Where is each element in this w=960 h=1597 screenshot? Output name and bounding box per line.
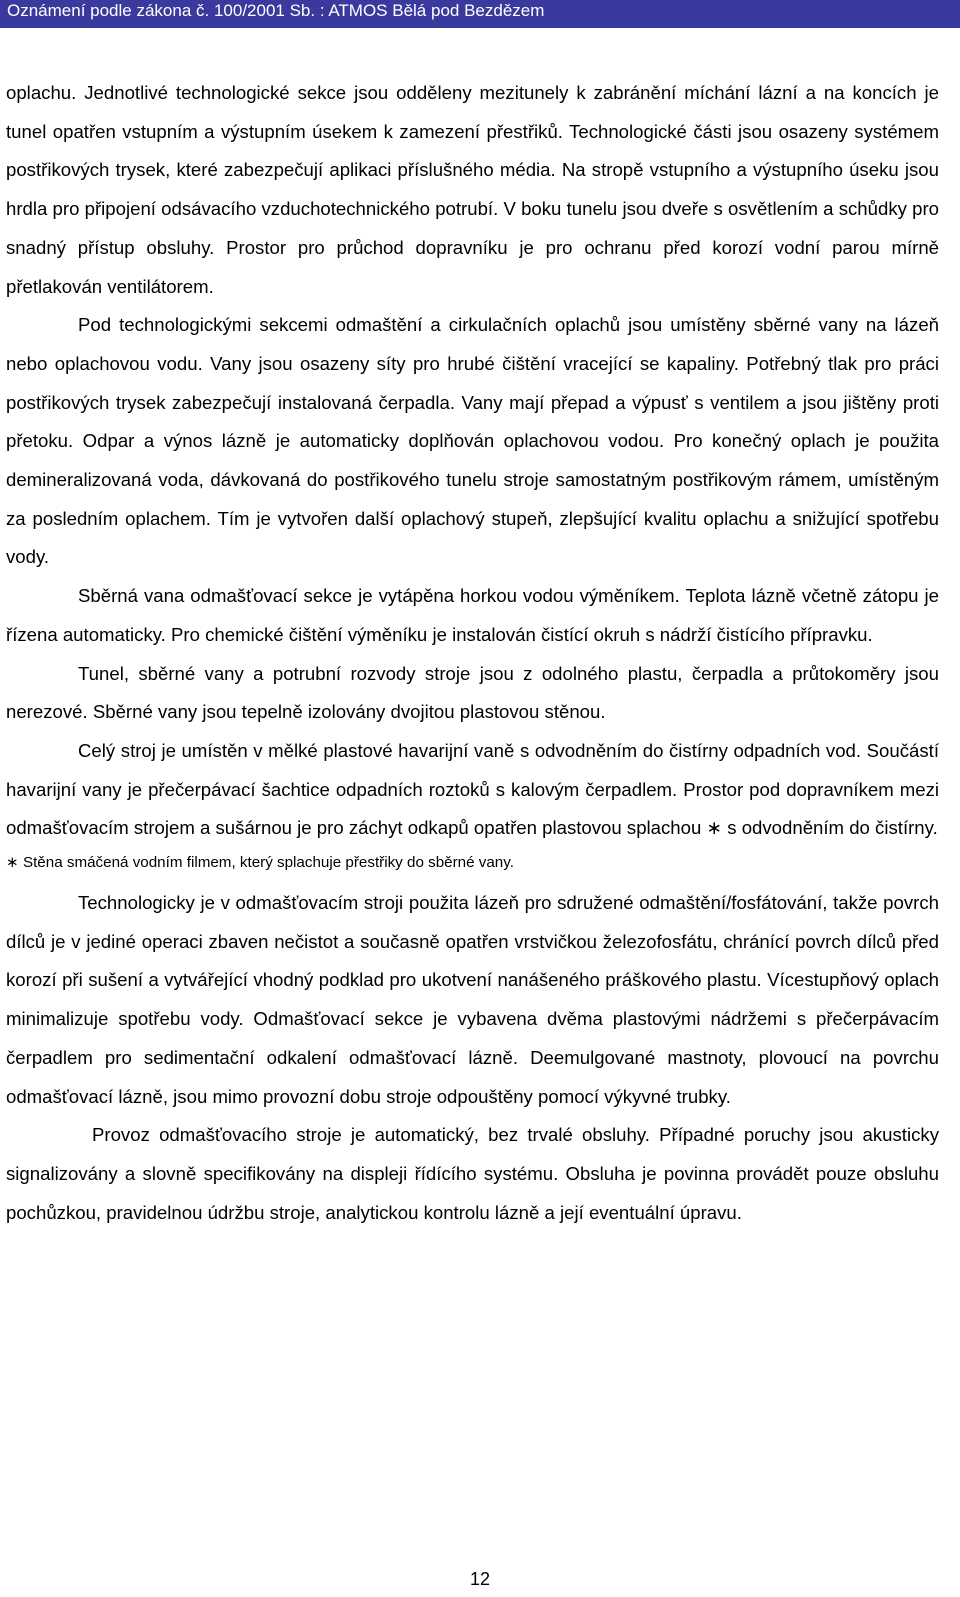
- paragraph-technology: Technologicky je v odmašťovacím stroji použita lázeň pro sdružené odmaštění/fosfátování, takže povrch dílců je v jediné operaci zbaven nečistot a současně opatřen vrstvičkou železofosfátu, chránící povrch dílců před korozí při sušení a vytvářející vhodný podklad pro ukotvení nanášeného práškového plastu. Vícestupňový oplach minimalizuje spotřebu vody. Odmašťovací sekce je vybavena dvěma plastovými nádržemi s přečerpávacím čerpadlem pro sedimentační odkalení odmašťovací lázně. Deemulgované mastnoty, plovoucí na povrchu odmašťovací lázně, jsou mimo provozní dobu stroje odpouštěny pomocí výkyvné trubky.: [6, 892, 939, 1107]
- footnote: ∗ Stěna smáčená vodním filmem, který splachuje přestřiky do sběrné vany.: [6, 854, 514, 872]
- paragraph-tunnel-sections: oplachu. Jednotlivé technologické sekce jsou odděleny mezitunely k zabránění míchání lázní a na koncích je tunel opatřen vstupním a výstupním úsekem k zamezení přestřiků. Technologické části jsou osazeny systémem postřikových trysek, které zabezpečují aplikaci příslušného média. Na stropě vstupního a výstupního úseku jsou hrdla pro připojení odsávacího vzduchotechnického potrubí. V boku tunelu jsou dveře s osvětlením a schůdky pro snadný přístup obsluhy. Prostor pro průchod dopravníku je pro ochranu před korozí vodní parou mírně přetlakován ventilátorem.: [6, 82, 939, 297]
- paragraph-emergency-tray: Celý stroj je umístěn v mělké plastové havarijní vaně s odvodněním do čistírny odpadních vod. Součástí havarijní vany je přečerpávací šachtice odpadních roztoků s kalovým čerpadlem. Prostor pod dopravníkem mezi odmašťovacím strojem a sušárnou je pro záchyt odkapů opatřen plastovou splachou ∗ s odvodněním do čistírny.: [6, 739, 939, 839]
- document-body: [6, 74, 939, 1232]
- paragraph-degreasing-tank-heating: Sběrná vana odmašťovací sekce je vytápěna horkou vodou výměníkem. Teplota lázně včetně zátopu je řízena automaticky. Pro chemické čištění výměníku je instalován čistící okruh s nádrží čistícího přípravku.: [6, 585, 939, 645]
- page-number: 12: [469, 1569, 491, 1589]
- paragraph-materials: Tunel, sběrné vany a potrubní rozvody stroje jsou z odolného plastu, čerpadla a průtokoměry jsou nerezové. Sběrné vany jsou tepelně izolovány dvojitou plastovou stěnou.: [6, 662, 939, 723]
- paragraph-operation: Provoz odmašťovacího stroje je automatický, bez trvalé obsluhy. Případné poruchy jsou akusticky signalizovány a slovně specifikovány na displeji řídícího systému. Obsluha je povinna provádět pouze obsluhu pochůzkou, pravidelnou údržbu stroje, analytickou kontrolu lázně a její eventuální úpravu.: [6, 1124, 939, 1223]
- paragraph-collection-tanks: Pod technologickými sekcemi odmaštění a cirkulačních oplachů jsou umístěny sběrné vany na lázeň nebo oplachovou vodu. Vany jsou osazeny síty pro hrubé čištění vracející se kapaliny. Potřebný tlak pro práci postřikových trysek zabezpečují instalovaná čerpadla. Vany mají přepad a výpusť s ventilem a jsou jištěny proti přetoku. Odpar a výnos lázně je automaticky doplňován oplachovou vodou. Pro konečný oplach je použita demineralizovaná voda, dávkovaná do postřikového tunelu stroje samostatným postřikovým rámem, umístěným za posledním oplachem. Tím je vytvořen další oplachový stupeň, zlepšující kvalitu oplachu a snižující spotřebu vody.: [6, 314, 939, 568]
- document-header: Oznámení podle zákona č. 100/2001 Sb. : ATMOS Bělá pod Bezdězem: [0, 0, 960, 28]
